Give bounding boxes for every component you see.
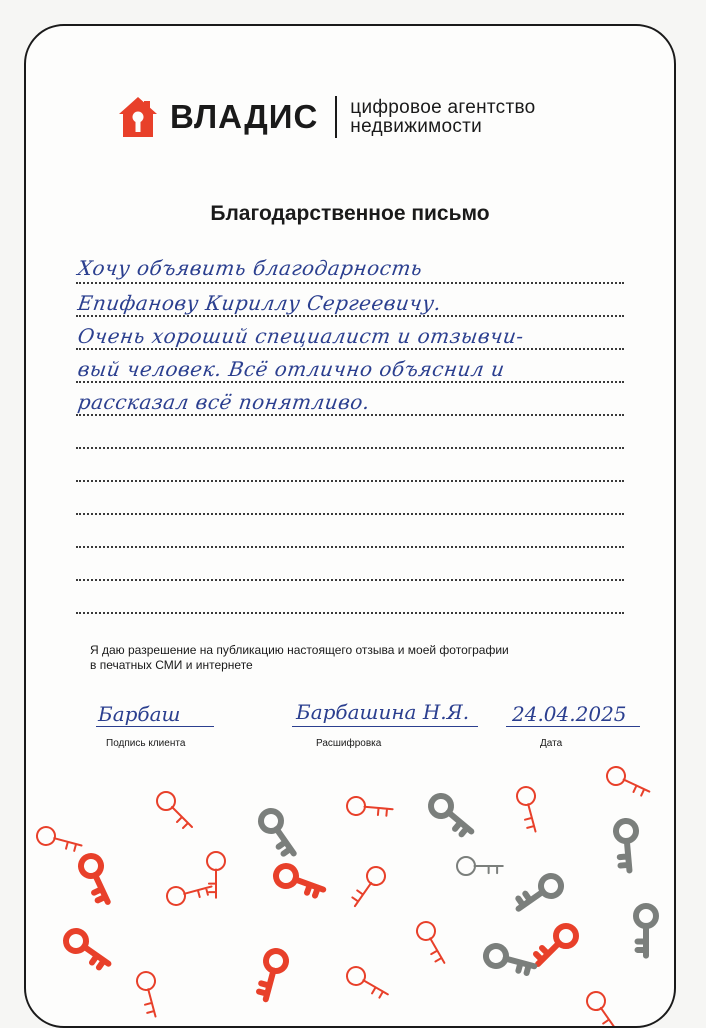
key-icon <box>505 784 553 833</box>
key-icon <box>157 792 192 828</box>
tagline-line-2: недвижимости <box>350 116 483 137</box>
ruled-line <box>76 414 624 416</box>
consent-line-1: Я даю разрешение на публикацию настоящего отзыва и моей фотографии <box>90 643 509 657</box>
ruled-line <box>76 447 624 449</box>
house-keyhole-icon <box>118 96 158 138</box>
letter-sheet <box>24 24 676 1028</box>
key-icon <box>64 926 108 972</box>
key-icon <box>343 782 393 832</box>
key-icon <box>430 794 471 837</box>
ruled-line <box>76 612 624 614</box>
tagline-line-1: цифровое агентство <box>350 97 536 118</box>
letter-title: Благодарственное письмо <box>210 202 490 225</box>
publication-consent <box>90 643 610 673</box>
brand-name: ВЛАДИС <box>170 98 319 135</box>
client-signature: Барбаш <box>98 702 181 726</box>
decryption-underline <box>292 726 478 727</box>
ruled-line <box>76 282 624 284</box>
key-icon <box>245 947 299 1000</box>
key-icon <box>34 815 82 864</box>
key-icon <box>348 866 390 907</box>
signature-date: 24.04.2025 <box>512 702 627 726</box>
key-icon <box>482 933 535 987</box>
key-pattern <box>26 766 674 1026</box>
key-icon <box>618 902 673 957</box>
ruled-line <box>76 480 624 482</box>
ruled-line <box>76 348 624 350</box>
key-icon <box>273 855 324 907</box>
ruled-line <box>76 513 624 515</box>
ruled-line <box>76 381 624 383</box>
key-icon <box>71 853 120 904</box>
brand-logo <box>118 96 536 138</box>
handwritten-line-5: рассказал всё понятливо. <box>76 390 372 414</box>
handwritten-line-2: Епифанову Кириллу Сергеевичу. <box>76 291 444 315</box>
key-icon <box>345 961 388 1005</box>
key-icon <box>256 809 300 855</box>
handwritten-line-3: Очень хороший специалист и отзывчи- <box>76 324 526 348</box>
handwritten-line-4: вый человек. Всё отлично объяснил и <box>76 357 507 381</box>
key-icon <box>536 926 576 964</box>
caption-decryption: Расшифровка <box>316 738 382 749</box>
signature-underline <box>96 726 214 727</box>
handwritten-line-1: Хочу объявить благодарность <box>76 256 425 280</box>
brand-tagline <box>350 98 535 136</box>
key-icon <box>125 969 173 1018</box>
ruled-line <box>76 546 624 548</box>
key-icon <box>164 869 213 917</box>
key-icon <box>410 920 453 964</box>
consent-line-2: в печатных СМИ и интернете <box>90 658 253 672</box>
key-icon <box>453 841 503 891</box>
date-underline <box>506 726 640 727</box>
key-icon <box>604 766 649 804</box>
key-icon <box>599 817 654 872</box>
caption-signature: Подпись клиента <box>106 738 186 749</box>
ruled-line <box>76 579 624 581</box>
signature-decryption: Барбашина Н.Я. <box>296 700 470 724</box>
logo-divider <box>335 96 337 138</box>
key-icon <box>582 991 623 1026</box>
ruled-line <box>76 315 624 317</box>
key-icon <box>517 871 563 915</box>
caption-date: Дата <box>540 738 563 749</box>
